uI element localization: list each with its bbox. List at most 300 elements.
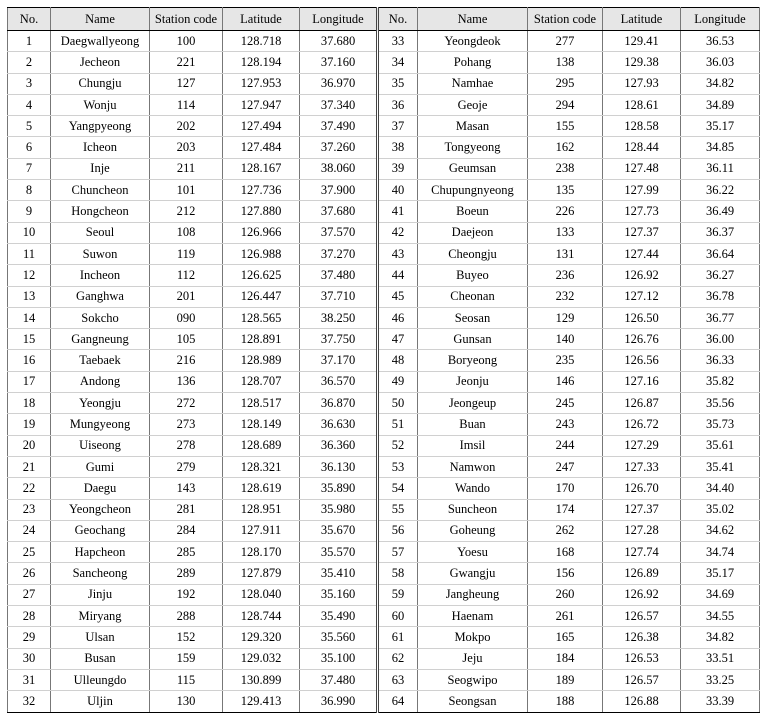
cell-latitude: 127.37: [603, 499, 681, 520]
cell-name: Seoul: [51, 222, 150, 243]
header-station-code-right: Station code: [528, 8, 603, 31]
cell-latitude: 128.619: [223, 478, 300, 499]
cell-longitude: 37.490: [300, 116, 378, 137]
cell-latitude: 129.032: [223, 648, 300, 669]
cell-station-code: 170: [528, 478, 603, 499]
cell-latitude: 127.484: [223, 137, 300, 158]
cell-no: 41: [378, 201, 418, 222]
cell-name: Seosan: [418, 307, 528, 328]
cell-longitude: 35.570: [300, 542, 378, 563]
table-row: [8, 563, 760, 584]
cell-longitude: 37.340: [300, 94, 378, 115]
table-row: [8, 414, 760, 435]
cell-name: Wando: [418, 478, 528, 499]
cell-name: Jinju: [51, 584, 150, 605]
cell-name: Jangheung: [418, 584, 528, 605]
cell-longitude: 37.680: [300, 201, 378, 222]
cell-longitude: 36.990: [300, 691, 378, 712]
table-row: [8, 52, 760, 73]
cell-station-code: 131: [528, 243, 603, 264]
cell-station-code: 260: [528, 584, 603, 605]
cell-longitude: 36.00: [681, 329, 760, 350]
cell-name: Haenam: [418, 606, 528, 627]
cell-name: Tongyeong: [418, 137, 528, 158]
cell-name: Busan: [51, 648, 150, 669]
cell-name: Goheung: [418, 520, 528, 541]
cell-no: 50: [378, 393, 418, 414]
cell-no: 9: [8, 201, 51, 222]
cell-latitude: 126.76: [603, 329, 681, 350]
cell-longitude: 37.710: [300, 286, 378, 307]
cell-no: 5: [8, 116, 51, 137]
cell-name: Buyeo: [418, 265, 528, 286]
cell-name: Boeun: [418, 201, 528, 222]
cell-latitude: 130.899: [223, 669, 300, 690]
cell-latitude: 127.29: [603, 435, 681, 456]
table-row: [8, 286, 760, 307]
cell-longitude: 37.680: [300, 31, 378, 52]
cell-no: 33: [378, 31, 418, 52]
cell-station-code: 284: [150, 520, 223, 541]
table-row: [8, 243, 760, 264]
table-body: [8, 31, 760, 713]
cell-longitude: 35.17: [681, 116, 760, 137]
cell-no: 45: [378, 286, 418, 307]
cell-name: Chuncheon: [51, 180, 150, 201]
cell-longitude: 35.980: [300, 499, 378, 520]
cell-station-code: 281: [150, 499, 223, 520]
cell-station-code: 143: [150, 478, 223, 499]
cell-no: 23: [8, 499, 51, 520]
cell-no: 54: [378, 478, 418, 499]
header-name-right: Name: [418, 8, 528, 31]
cell-name: Sancheong: [51, 563, 150, 584]
cell-longitude: 36.130: [300, 456, 378, 477]
cell-name: Jeju: [418, 648, 528, 669]
cell-name: Buan: [418, 414, 528, 435]
cell-station-code: 090: [150, 307, 223, 328]
cell-no: 12: [8, 265, 51, 286]
cell-longitude: 34.55: [681, 606, 760, 627]
cell-latitude: 126.89: [603, 563, 681, 584]
cell-no: 28: [8, 606, 51, 627]
cell-station-code: 272: [150, 393, 223, 414]
cell-station-code: 135: [528, 180, 603, 201]
cell-name: Miryang: [51, 606, 150, 627]
cell-no: 60: [378, 606, 418, 627]
cell-station-code: 247: [528, 456, 603, 477]
cell-station-code: 108: [150, 222, 223, 243]
table-row: [8, 371, 760, 392]
cell-longitude: 36.570: [300, 371, 378, 392]
cell-station-code: 245: [528, 393, 603, 414]
cell-no: 14: [8, 307, 51, 328]
cell-station-code: 174: [528, 499, 603, 520]
cell-no: 38: [378, 137, 418, 158]
table-row: [8, 606, 760, 627]
cell-name: Chungju: [51, 73, 150, 94]
cell-name: Ulleungdo: [51, 669, 150, 690]
cell-no: 49: [378, 371, 418, 392]
cell-no: 24: [8, 520, 51, 541]
cell-latitude: 128.58: [603, 116, 681, 137]
cell-latitude: 127.33: [603, 456, 681, 477]
cell-name: Gumi: [51, 456, 150, 477]
cell-latitude: 128.040: [223, 584, 300, 605]
table-row: [8, 435, 760, 456]
cell-name: Yangpyeong: [51, 116, 150, 137]
cell-latitude: 127.911: [223, 520, 300, 541]
cell-name: Chupungnyeong: [418, 180, 528, 201]
table-row: [8, 648, 760, 669]
cell-latitude: 127.494: [223, 116, 300, 137]
cell-name: Gangneung: [51, 329, 150, 350]
cell-station-code: 155: [528, 116, 603, 137]
cell-no: 7: [8, 158, 51, 179]
header-no-left: No.: [8, 8, 51, 31]
cell-station-code: 101: [150, 180, 223, 201]
cell-station-code: 162: [528, 137, 603, 158]
cell-no: 42: [378, 222, 418, 243]
cell-longitude: 35.670: [300, 520, 378, 541]
cell-longitude: 35.02: [681, 499, 760, 520]
cell-station-code: 115: [150, 669, 223, 690]
table-row: [8, 73, 760, 94]
header-longitude-left: Longitude: [300, 8, 378, 31]
table-row: [8, 31, 760, 52]
table-row: [8, 350, 760, 371]
cell-name: Seongsan: [418, 691, 528, 712]
cell-name: Imsil: [418, 435, 528, 456]
cell-no: 46: [378, 307, 418, 328]
cell-name: Daejeon: [418, 222, 528, 243]
cell-name: Ulsan: [51, 627, 150, 648]
cell-latitude: 128.517: [223, 393, 300, 414]
header-name-left: Name: [51, 8, 150, 31]
cell-name: Daegwallyeong: [51, 31, 150, 52]
header-latitude-left: Latitude: [223, 8, 300, 31]
cell-longitude: 35.73: [681, 414, 760, 435]
header-station-code-left: Station code: [150, 8, 223, 31]
cell-station-code: 184: [528, 648, 603, 669]
cell-longitude: 36.03: [681, 52, 760, 73]
header-no-right: No.: [378, 8, 418, 31]
cell-station-code: 294: [528, 94, 603, 115]
cell-longitude: 34.40: [681, 478, 760, 499]
cell-longitude: 37.170: [300, 350, 378, 371]
cell-no: 58: [378, 563, 418, 584]
cell-name: Boryeong: [418, 350, 528, 371]
cell-latitude: 128.167: [223, 158, 300, 179]
cell-no: 16: [8, 350, 51, 371]
cell-no: 56: [378, 520, 418, 541]
cell-no: 59: [378, 584, 418, 605]
cell-station-code: 236: [528, 265, 603, 286]
cell-station-code: 277: [528, 31, 603, 52]
cell-longitude: 36.630: [300, 414, 378, 435]
cell-station-code: 127: [150, 73, 223, 94]
header-row: [8, 8, 760, 31]
cell-latitude: 126.57: [603, 606, 681, 627]
cell-station-code: 216: [150, 350, 223, 371]
cell-latitude: 129.38: [603, 52, 681, 73]
cell-station-code: 152: [150, 627, 223, 648]
table-row: [8, 180, 760, 201]
cell-no: 61: [378, 627, 418, 648]
table-row: [8, 499, 760, 520]
cell-longitude: 37.900: [300, 180, 378, 201]
cell-longitude: 37.480: [300, 669, 378, 690]
cell-station-code: 112: [150, 265, 223, 286]
cell-longitude: 35.560: [300, 627, 378, 648]
cell-station-code: 192: [150, 584, 223, 605]
cell-latitude: 127.74: [603, 542, 681, 563]
cell-no: 63: [378, 669, 418, 690]
cell-name: Namhae: [418, 73, 528, 94]
cell-station-code: 159: [150, 648, 223, 669]
cell-name: Jeonju: [418, 371, 528, 392]
cell-longitude: 38.060: [300, 158, 378, 179]
cell-name: Gunsan: [418, 329, 528, 350]
cell-station-code: 295: [528, 73, 603, 94]
cell-no: 57: [378, 542, 418, 563]
cell-no: 35: [378, 73, 418, 94]
cell-no: 8: [8, 180, 51, 201]
cell-no: 62: [378, 648, 418, 669]
cell-longitude: 34.82: [681, 627, 760, 648]
cell-latitude: 127.879: [223, 563, 300, 584]
cell-name: Yeongcheon: [51, 499, 150, 520]
cell-longitude: 36.22: [681, 180, 760, 201]
cell-name: Hapcheon: [51, 542, 150, 563]
cell-latitude: 126.38: [603, 627, 681, 648]
cell-no: 52: [378, 435, 418, 456]
cell-longitude: 37.260: [300, 137, 378, 158]
cell-latitude: 127.12: [603, 286, 681, 307]
cell-longitude: 36.64: [681, 243, 760, 264]
cell-name: Jecheon: [51, 52, 150, 73]
cell-station-code: 244: [528, 435, 603, 456]
cell-no: 29: [8, 627, 51, 648]
table-row: [8, 329, 760, 350]
cell-no: 21: [8, 456, 51, 477]
cell-latitude: 128.718: [223, 31, 300, 52]
cell-longitude: 37.270: [300, 243, 378, 264]
table-row: [8, 137, 760, 158]
cell-name: Incheon: [51, 265, 150, 286]
cell-longitude: 37.750: [300, 329, 378, 350]
cell-no: 4: [8, 94, 51, 115]
cell-longitude: 36.37: [681, 222, 760, 243]
cell-name: Uljin: [51, 691, 150, 712]
cell-name: Mungyeong: [51, 414, 150, 435]
cell-longitude: 33.51: [681, 648, 760, 669]
cell-name: Andong: [51, 371, 150, 392]
cell-station-code: 262: [528, 520, 603, 541]
cell-station-code: 119: [150, 243, 223, 264]
cell-latitude: 128.44: [603, 137, 681, 158]
cell-longitude: 36.970: [300, 73, 378, 94]
cell-no: 64: [378, 691, 418, 712]
table-row: [8, 222, 760, 243]
cell-no: 22: [8, 478, 51, 499]
cell-name: Seogwipo: [418, 669, 528, 690]
cell-longitude: 34.62: [681, 520, 760, 541]
cell-station-code: 232: [528, 286, 603, 307]
cell-latitude: 128.744: [223, 606, 300, 627]
cell-latitude: 128.891: [223, 329, 300, 350]
cell-no: 10: [8, 222, 51, 243]
cell-longitude: 33.25: [681, 669, 760, 690]
cell-station-code: 285: [150, 542, 223, 563]
cell-no: 3: [8, 73, 51, 94]
cell-latitude: 128.689: [223, 435, 300, 456]
cell-name: Pohang: [418, 52, 528, 73]
cell-station-code: 168: [528, 542, 603, 563]
cell-station-code: 140: [528, 329, 603, 350]
cell-name: Yeongdeok: [418, 31, 528, 52]
cell-longitude: 35.100: [300, 648, 378, 669]
cell-name: Wonju: [51, 94, 150, 115]
cell-latitude: 126.87: [603, 393, 681, 414]
header-latitude-right: Latitude: [603, 8, 681, 31]
cell-longitude: 36.33: [681, 350, 760, 371]
cell-latitude: 126.625: [223, 265, 300, 286]
cell-latitude: 129.41: [603, 31, 681, 52]
cell-no: 36: [378, 94, 418, 115]
cell-longitude: 36.77: [681, 307, 760, 328]
cell-longitude: 35.61: [681, 435, 760, 456]
cell-latitude: 126.53: [603, 648, 681, 669]
cell-latitude: 127.93: [603, 73, 681, 94]
header-longitude-right: Longitude: [681, 8, 760, 31]
cell-name: Icheon: [51, 137, 150, 158]
cell-no: 43: [378, 243, 418, 264]
cell-longitude: 34.85: [681, 137, 760, 158]
cell-station-code: 288: [150, 606, 223, 627]
cell-latitude: 127.99: [603, 180, 681, 201]
cell-latitude: 128.707: [223, 371, 300, 392]
table-row: [8, 627, 760, 648]
cell-longitude: 34.69: [681, 584, 760, 605]
cell-no: 47: [378, 329, 418, 350]
cell-latitude: 127.28: [603, 520, 681, 541]
cell-station-code: 203: [150, 137, 223, 158]
cell-name: Gwangju: [418, 563, 528, 584]
cell-no: 53: [378, 456, 418, 477]
cell-latitude: 126.57: [603, 669, 681, 690]
cell-name: Taebaek: [51, 350, 150, 371]
cell-station-code: 146: [528, 371, 603, 392]
cell-longitude: 35.410: [300, 563, 378, 584]
cell-no: 32: [8, 691, 51, 712]
cell-name: Masan: [418, 116, 528, 137]
cell-name: Inje: [51, 158, 150, 179]
cell-name: Geumsan: [418, 158, 528, 179]
cell-station-code: 221: [150, 52, 223, 73]
cell-station-code: 105: [150, 329, 223, 350]
cell-longitude: 36.49: [681, 201, 760, 222]
cell-latitude: 128.565: [223, 307, 300, 328]
cell-no: 55: [378, 499, 418, 520]
cell-name: Daegu: [51, 478, 150, 499]
cell-latitude: 126.92: [603, 584, 681, 605]
cell-no: 11: [8, 243, 51, 264]
cell-no: 37: [378, 116, 418, 137]
cell-no: 15: [8, 329, 51, 350]
table-row: [8, 393, 760, 414]
cell-station-code: 212: [150, 201, 223, 222]
cell-no: 13: [8, 286, 51, 307]
cell-longitude: 35.41: [681, 456, 760, 477]
cell-latitude: 127.37: [603, 222, 681, 243]
cell-latitude: 126.966: [223, 222, 300, 243]
station-table: [7, 7, 760, 713]
cell-latitude: 126.50: [603, 307, 681, 328]
cell-latitude: 127.947: [223, 94, 300, 115]
cell-longitude: 34.74: [681, 542, 760, 563]
table-row: [8, 456, 760, 477]
cell-longitude: 34.89: [681, 94, 760, 115]
cell-latitude: 129.413: [223, 691, 300, 712]
cell-longitude: 35.82: [681, 371, 760, 392]
cell-no: 26: [8, 563, 51, 584]
cell-latitude: 126.56: [603, 350, 681, 371]
cell-longitude: 36.870: [300, 393, 378, 414]
cell-longitude: 37.570: [300, 222, 378, 243]
cell-no: 39: [378, 158, 418, 179]
cell-latitude: 127.44: [603, 243, 681, 264]
cell-latitude: 126.92: [603, 265, 681, 286]
cell-longitude: 35.17: [681, 563, 760, 584]
cell-longitude: 36.11: [681, 158, 760, 179]
cell-station-code: 211: [150, 158, 223, 179]
cell-latitude: 128.194: [223, 52, 300, 73]
cell-longitude: 36.78: [681, 286, 760, 307]
cell-no: 19: [8, 414, 51, 435]
cell-station-code: 202: [150, 116, 223, 137]
cell-latitude: 127.48: [603, 158, 681, 179]
cell-latitude: 128.149: [223, 414, 300, 435]
cell-latitude: 126.988: [223, 243, 300, 264]
table-row: [8, 691, 760, 712]
cell-name: Cheongju: [418, 243, 528, 264]
table-row: [8, 265, 760, 286]
cell-longitude: 38.250: [300, 307, 378, 328]
cell-longitude: 33.39: [681, 691, 760, 712]
table-row: [8, 307, 760, 328]
cell-station-code: 201: [150, 286, 223, 307]
cell-longitude: 37.480: [300, 265, 378, 286]
cell-latitude: 126.72: [603, 414, 681, 435]
cell-longitude: 35.160: [300, 584, 378, 605]
table-row: [8, 478, 760, 499]
cell-longitude: 36.53: [681, 31, 760, 52]
cell-no: 34: [378, 52, 418, 73]
cell-longitude: 36.360: [300, 435, 378, 456]
cell-name: Yoesu: [418, 542, 528, 563]
table-row: [8, 520, 760, 541]
table-row: [8, 542, 760, 563]
table-row: [8, 158, 760, 179]
cell-station-code: 278: [150, 435, 223, 456]
cell-longitude: 35.890: [300, 478, 378, 499]
cell-latitude: 126.447: [223, 286, 300, 307]
cell-longitude: 36.27: [681, 265, 760, 286]
cell-latitude: 127.880: [223, 201, 300, 222]
cell-no: 40: [378, 180, 418, 201]
cell-station-code: 129: [528, 307, 603, 328]
